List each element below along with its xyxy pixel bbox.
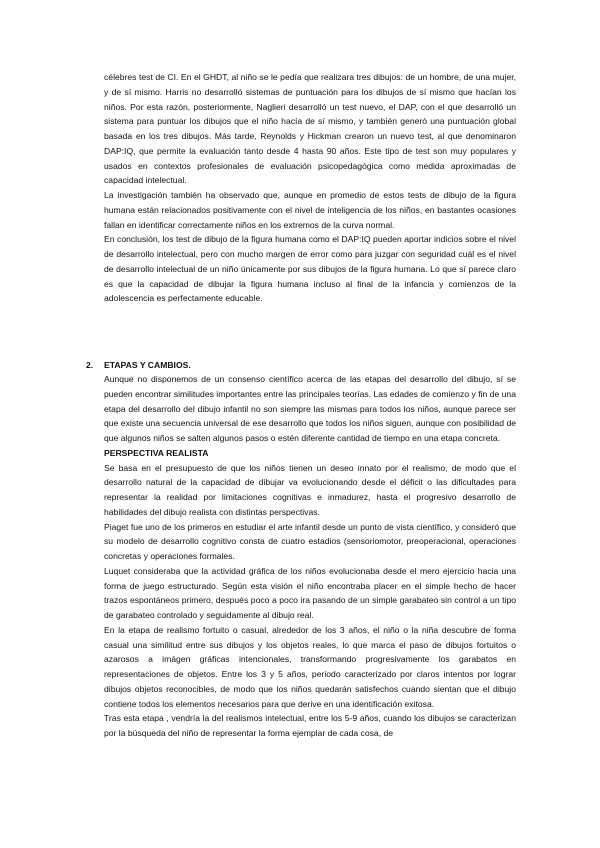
paragraph: célebres test de CI. En el GHDT, al niño se le pedía que realizara tres dibujos: de un hombre, de una mujer, y de sí mismo. Harris no desarrolló sistemas de puntuación para los dibujos de sí mismo que hacían los niños. Por esta razón, posteriormente, Naglieri desarrolló un test nuevo, el DAP, con el que desarrolló un sistema para puntuar los dibujos que el niño hacía de sí mismo, y también generó una puntuación global basada en los tres dibujos. Más tarde, Reynolds y Hickman crearon un nuevo test, al que denominaron DAP:IQ, que permite la evaluación tanto desde 4 hasta 90 años. Este tipo de test son muy populares y usados en contextos profesionales de evaluación psicopedagógica como medida aproximadas de capacidad intelectual. xyxy=(104,72,516,186)
paragraph: Aunque no disponemos de un consenso científico acerca de las etapas del desarrollo del dibujo, sí se pueden encontrar similitudes importantes entre las principales teorías. Las edades de comienzo y fin de una etapa del desarrollo del dibujo infantil no son siempre las mismas para todos los niños, aunque parece ser que existe una secuencia universal de ese desarrollo que todos los niños siguen, aunque con posibilidad de que algunos niños se salten algunos pasos o estén diferente cantidad de tiempo en una etapa concreta. xyxy=(104,374,516,443)
paragraph: Se basa en el presupuesto de que los niños tienen un deseo innato por el realismo, de modo que el desarrollo natural de la capacidad de dibujar va evolucionando desde el déficit o las dificultades para representar la realidad por limitaciones cognitivas e inmadurez, hasta el progresivo desarrollo de habilidades del dibujo realista con distintas perspectivas. xyxy=(104,462,516,517)
section-body xyxy=(104,372,516,741)
paragraph: En conclusión, los test de dibujo de la figura humana como el DAP:IQ pueden aportar indicios sobre el nivel de desarrollo intelectual, pero con mucho margen de error como para juzgar con seguridad cuál es el nivel de desarrollo intelectual de un niño únicamente por sus dibujos de la figura humana. Lo que sí parece claro es que la capacidad de dibujar la figura humana incluso al final de la infancia y comienzos de la adolescencia es perfectamente educable. xyxy=(104,234,516,304)
section-number: 2. xyxy=(86,360,94,370)
paragraph: La investigación también ha observado que, aunque en promedio de estos tests de dibujo de la figura humana están relacionados positivamente con el nivel de inteligencia de los niños, en bastantes ocasiones fallan en identificar correctamente niños en los extremos de la curva normal. xyxy=(104,190,516,230)
section-heading xyxy=(86,358,191,372)
paragraph: Luquet consideraba que la actividad gráfica de los niños evolucionaba desde el mero ejercicio hacia una forma de juego estructurado. Según esta visión el niño encontraba placer en el simple hecho de hacer trazos espontáneos primero, después poco a poco ira pasando de un simple garabateo sin control a un tipo de garabateo controlado y seguidamente al dibujo real. xyxy=(104,565,516,620)
subsection-title: PERSPECTIVA REALISTA xyxy=(104,447,209,458)
section-title: ETAPAS Y CAMBIOS. xyxy=(104,360,191,370)
paragraph: Piaget fue uno de los primeros en estudiar el arte infantil desde un punto de vista científico, y consideró que su modelo de desarrollo cognitivo consta de cuatro estadios (sensoriomotor, preoperacional, operaciones concretas y operaciones formales. xyxy=(104,521,516,561)
paragraph: Tras esta etapa , vendría la del realismos intelectual, entre los 5-9 años, cuando los dibujos se caracterizan por la búsqueda del niño de representar la forma ejemplar de cada cosa, de xyxy=(104,713,516,738)
intro-text xyxy=(104,70,516,306)
paragraph: En la etapa de realismo fortuito o casual, alrededor de los 3 años, el niño o la niña descubre de forma casual una similitud entre sus dibujos y los objetos reales, lo que marca el paso de dibujos fortuitos o azarosos a imágen gráficas intencionales, transformando progresivamente los garabatos en representaciones de objetos. Entre los 3 y 5 años, periodo caracterizado por claros intentos por lograr dibujos objetos reconocibles, de modo que los niños quedarán satisfechos cuando sientan que el dibujo contiene todos los elementos necesarios para que derive en una identificación exitosa. xyxy=(104,624,516,709)
